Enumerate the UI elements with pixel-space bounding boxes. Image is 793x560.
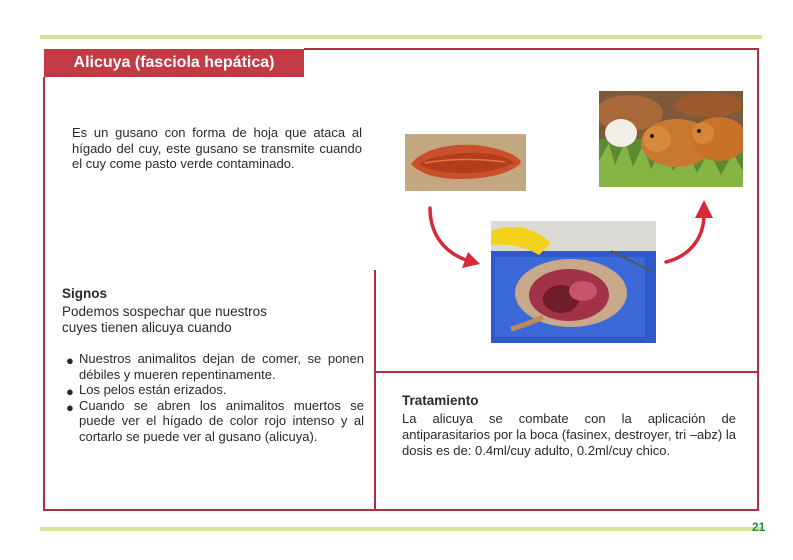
- signos-intro-line-1: Podemos sospechar que nuestros: [62, 304, 267, 319]
- frame-left: [43, 77, 45, 511]
- tratamiento-heading: Tratamiento: [402, 393, 479, 408]
- bullet-icon: ●: [66, 353, 74, 368]
- signos-intro-line-2: cuyes tienen alicuya cuando: [62, 320, 232, 335]
- guinea-pigs-photo: [599, 91, 743, 187]
- signos-list-item: [66, 351, 364, 382]
- frame-bottom: [43, 509, 759, 511]
- frame-middle-vertical: [374, 270, 376, 511]
- top-rule: [40, 35, 762, 39]
- page-number: 21: [752, 520, 766, 534]
- frame-middle-horizontal: [374, 371, 759, 373]
- bullet-icon: ●: [66, 399, 74, 415]
- dissected-guinea-pig-photo: [491, 221, 656, 343]
- arrow-dissection-to-guineapigs-icon: [662, 198, 718, 268]
- frame-top-right: [304, 48, 759, 50]
- frame-right: [757, 48, 759, 511]
- signos-list: [66, 351, 364, 444]
- intro-paragraph: Es un gusano con forma de hoja que ataca al hígado del cuy, este gusano se transmite cuando el cuy come pasto verde contaminado.: [72, 125, 362, 171]
- signos-list-item-text: Los pelos están erizados.: [79, 382, 227, 397]
- arrow-worm-to-dissection-icon: [424, 204, 484, 270]
- page-title: Alicuya (fasciola hepática): [44, 49, 304, 77]
- bottom-rule: [40, 527, 762, 531]
- signos-intro: [62, 304, 322, 336]
- signos-list-item: [66, 382, 364, 398]
- signos-list-item-text: Nuestros animalitos dejan de comer, se ponen débiles y mueren repentinamente.: [79, 351, 364, 382]
- tratamiento-text: La alicuya se combate con la aplicación de antiparasitarios por la boca (fasinex, destroyer, tri –abz) la dosis es de: 0.4ml/cuy adulto, 0.2ml/cuy chico.: [402, 411, 736, 458]
- bullet-icon: ●: [66, 384, 74, 399]
- signos-heading: Signos: [62, 286, 108, 301]
- fasciola-worm-photo: [405, 134, 526, 191]
- signos-list-item: [66, 398, 364, 445]
- signos-list-item-text: Cuando se abren los animalitos muertos se puede ver el hígado de color rojo intenso y al cortarlo se puede ver al gusano (alicuya).: [79, 397, 364, 444]
